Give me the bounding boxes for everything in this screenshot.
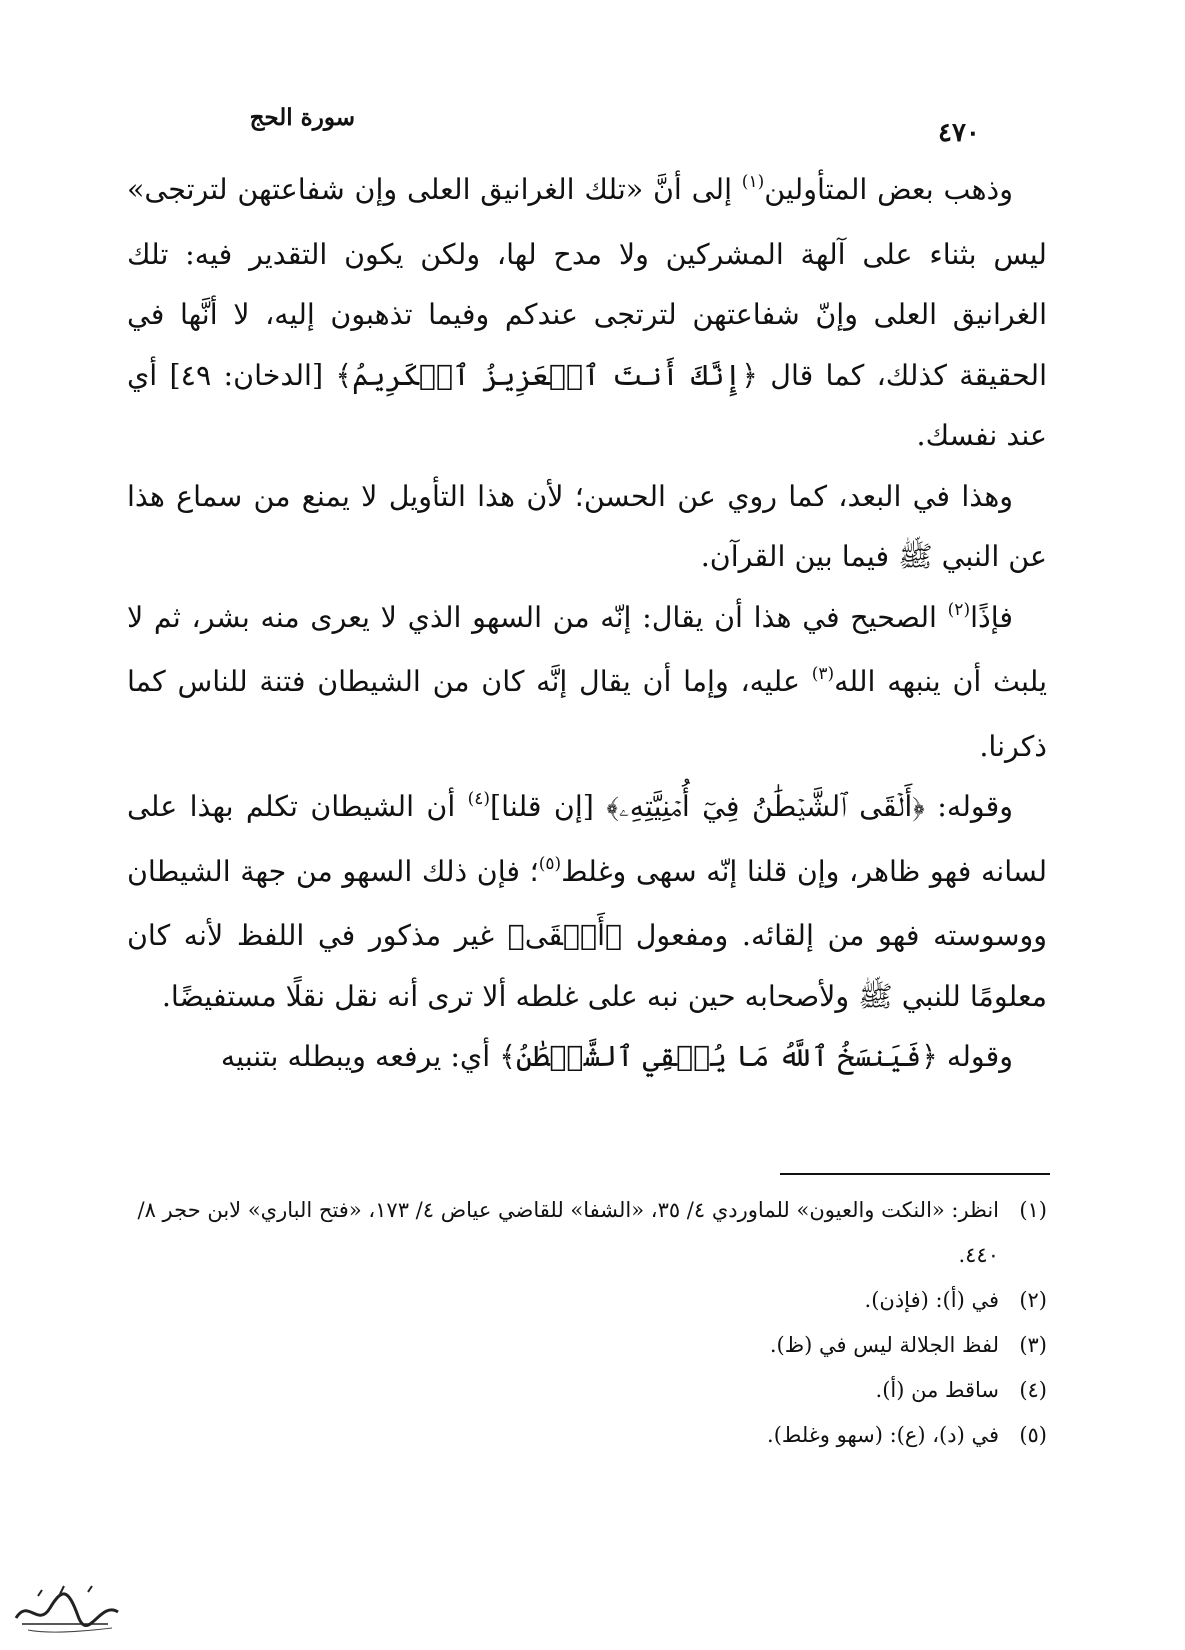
watermark-logo-icon	[8, 1578, 128, 1638]
text-span: غير مذكور في اللفظ لأنه كان معلومًا للنبي ﷺ ولأصحابه حين نبه على غلطه ألا ترى أنه نقل نقلًا مستفيضًا.	[127, 919, 1047, 1013]
paragraph-3	[127, 588, 1047, 778]
footnote-text: في (د)، (ع): (سهو وغلط).	[767, 1423, 999, 1447]
text-span: إلى أنَّ «تلك الغرانيق العلى وإن شفاعتهن لترتجى» ليس بثناء على آلهة المشركين ولا مدح لها، ولكن يكون التقدير فيه: تلك الغرانيق العلى وإنّ شفاعتهن لترتجى عندكم وفيما تذهبون إليه، لا أنَّها في الحقيقة كذلك، كما قال	[127, 173, 1048, 392]
footnotes	[127, 1188, 1047, 1458]
footnote-ref-3[interactable]: (٣)	[811, 664, 835, 684]
text-span: الصحيح في هذا أن يقال: إنّه من السهو الذي لا يعرى منه بشر، ثم لا يلبث أن ينبهه الله	[127, 600, 1048, 698]
paragraph-1	[127, 160, 1047, 467]
footnote-4	[127, 1368, 1047, 1413]
footnote-number: (٤)	[1019, 1378, 1047, 1402]
text-span: ؛ فإن ذلك السهو من جهة الشيطان ووسوسته فهو من إلقائه. ومفعول	[127, 854, 1047, 952]
footnote-ref-5[interactable]: (٥)	[538, 853, 562, 874]
footnote-ref-2[interactable]: (٢)	[947, 599, 971, 620]
footnote-3	[127, 1323, 1047, 1368]
footnote-ref-1[interactable]: (١)	[741, 172, 765, 192]
paragraph-4	[127, 777, 1047, 1027]
quran-quote: ﴿أَلۡقَى﴾	[507, 919, 623, 952]
footnote-separator	[780, 1173, 1050, 1175]
footnote-ref-4[interactable]: (٤)	[467, 789, 491, 809]
footnote-text: ساقط من (أ).	[875, 1378, 999, 1402]
text-span: وذهب بعض المتأولين	[764, 173, 1013, 206]
text-span: وقوله:	[924, 790, 1013, 823]
running-header-title: سورة الحج	[249, 104, 355, 131]
page-number: ٤٧٠	[938, 118, 980, 148]
footnote-text: انظر: «النكت والعيون» للماوردي ٤/ ٣٥، «الشفا» للقاضي عياض ٤/ ١٧٣، «فتح الباري» لابن حجر ٨/ ٤٤٠.	[137, 1198, 999, 1267]
text-span: فإذًا	[970, 600, 1013, 634]
paragraph-5	[127, 1027, 1047, 1088]
footnote-number: (١)	[1019, 1198, 1047, 1222]
footnote-number: (٢)	[1019, 1288, 1047, 1312]
quran-quote: ﴿فَيَنسَخُ ٱللَّهُ مَا يُلۡقِي ٱلشَّيۡطَٰنُ﴾	[499, 1040, 938, 1073]
text-span: [الدخان: ٤٩] أي عند نفسك.	[127, 358, 1047, 452]
text-span: [إن قلنا]	[490, 790, 607, 823]
quran-quote: ﴿إِنَّكَ أَنتَ ٱلۡعَزِيزُ ٱلۡكَرِيمُ﴾	[335, 358, 758, 392]
footnote-text: لفظ الجلالة ليس في (ظ).	[769, 1333, 999, 1357]
footnote-1	[127, 1188, 1047, 1278]
text-span: وقوله	[937, 1040, 1013, 1073]
footnote-number: (٣)	[1019, 1333, 1047, 1357]
quran-quote: ﴿أَلۡقَى ٱلشَّيۡطَٰنُ فِيٓ أُمۡنِيَّتِهِۦ﴾	[606, 790, 925, 823]
paragraph-2: وهذا في البعد، كما روي عن الحسن؛ لأن هذا التأويل لا يمنع من سماع هذا عن النبي ﷺ فيما بين القرآن.	[127, 479, 1047, 573]
footnote-number: (٥)	[1019, 1423, 1047, 1447]
footnote-text: في (أ): (فإذن).	[864, 1288, 999, 1312]
main-text	[127, 160, 1047, 1088]
footnote-2	[127, 1278, 1047, 1323]
text-span: أن الشيطان تكلم بهذا على لسانه فهو ظاهر، وإن قلنا إنّه سهى وغلط	[127, 790, 1048, 888]
footnote-5	[127, 1413, 1047, 1458]
text-span: أي: يرفعه ويبطله بتنبيه	[220, 1040, 500, 1073]
text-span: عليه، وإما أن يقال إنَّه كان من الشيطان فتنة للناس كما ذكرنا.	[127, 665, 1047, 763]
